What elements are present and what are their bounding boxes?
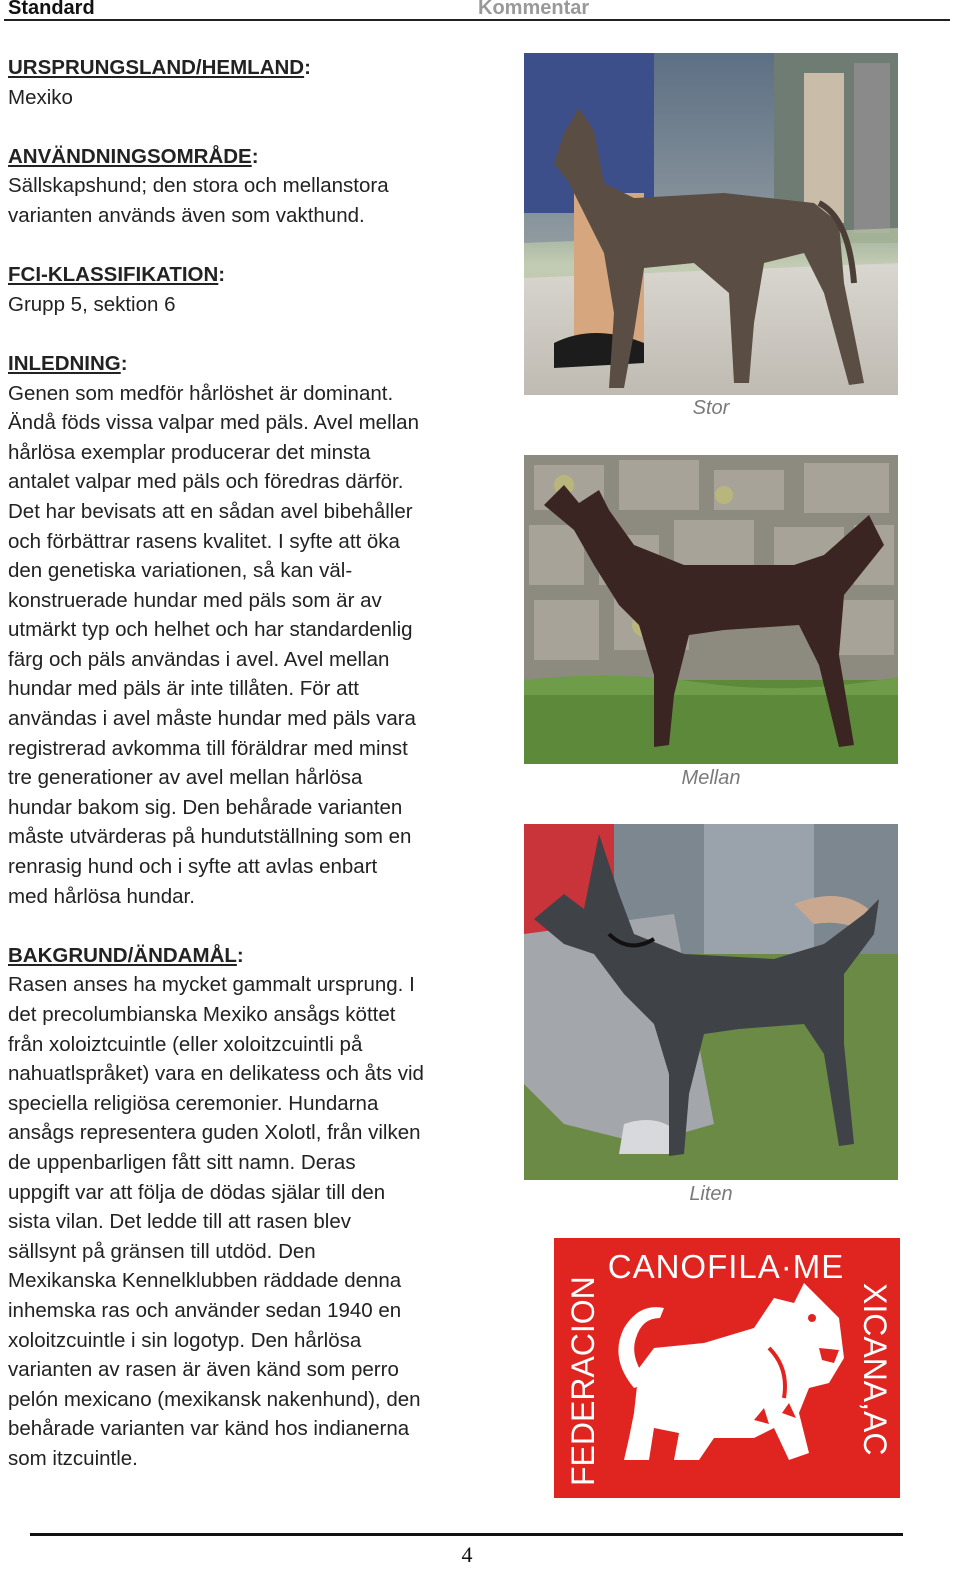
section-text: Grupp 5, sektion 6 xyxy=(8,292,176,316)
svg-text:CANOFILA·ME: CANOFILA·ME xyxy=(607,1248,845,1285)
section-text: Mexiko xyxy=(8,85,73,109)
fcm-logo-image xyxy=(554,1238,900,1498)
section-text: Sällskapshund; den stora och mellanstora varianten används även som vakthund. xyxy=(8,174,389,227)
section-introduction: INLEDNING: Genen som medför hårlöshet är dominant. Ändå föds vissa valpar med päls. Avel mellan hårlösa exemplar producerar det minsta antalet valpar med päls och föredras därför. Det har bevisats att en sådan avel bibehåller och förbättrar rasens kvalitet. I syfte att öka den genetiska variationen, så kan väl- konstruerade hundar med päls som är av utmärkt typ och helhet och har standardenlig färg och päls användas i avel. Avel mellan hundar med päls är inte tillåten. För att användas i avel måste hundar med päls vara registrerad avkomma till föräldrar med minst tre generationer av avel mellan hårlösa hundar bakom sig. Den behårade varianten måste utvärderas på hundutställning som en renrasig hund och i syfte att avlas enbart med hårlösa hundar. xyxy=(8,349,478,911)
section-text: Genen som medför hårlöshet är dominant. Ändå föds vissa valpar med päls. Avel mellan hårlösa exemplar producerar det minsta antalet valpar med päls och föredras därför. Det har bevisats att en sådan avel bibehåller och förbättrar rasens kvalitet. I syfte att öka den genetiska variationen, så kan väl- konstruerade hundar med päls som är av utmärkt typ och helhet och har standardenlig färg och päls användas i avel. Avel mellan hundar med päls är inte tillåten. För att användas i avel måste hundar med päls vara registrerad avkomma till föräldrar med minst tre generationer av avel mellan hårlösa hundar bakom sig. Den behårade varianten måste utvärderas på hundutställning som en renrasig hund och i syfte att avlas enbart med hårlösa hundar. xyxy=(8,381,419,908)
page-header xyxy=(0,0,960,24)
header-kommentar: Kommentar xyxy=(478,0,590,19)
large-dog-image xyxy=(524,53,898,395)
section-heading: ANVÄNDNINGSOMRÅDE xyxy=(8,144,252,168)
section-usage: ANVÄNDNINGSOMRÅDE: Sällskapshund; den stora och mellanstora varianten används även som vakthund. xyxy=(8,142,478,231)
photo-caption-liten: Liten xyxy=(689,1183,733,1205)
section-heading: INLEDNING xyxy=(8,351,121,375)
section-text: Rasen anses ha mycket gammalt ursprung. I det precolumbianska Mexiko ansågs köttet från xoloiztcuintle (eller xoloitzcuintli på nahuatlspråket) vara en delikatess och åts vid speciella religiösa ceremonier. Hundarna ansågs representera guden Xolotl, från vilken de uppenbarligen fått sitt namn. Deras uppgift var att följa de dödas själar till den sista vilan. Det ledde till att rasen blev sällsynt på gränsen till utdöd. Den Mexikanska Kennelklubben räddade denna inhemska ras och använder sedan 1940 en xoloitzcuintle i sin logotyp. Den hårlösa varianten av rasen är även känd som perro pelón mexicano (mexikansk nakenhund), den behårade varianten var känd hos indianerna som itzcuintle. xyxy=(8,973,424,1470)
section-heading: BAKGRUND/ÄNDAMÅL xyxy=(8,943,237,967)
section-origin: URSPRUNGSLAND/HEMLAND: Mexiko xyxy=(8,53,478,112)
photo-small-dog xyxy=(524,824,898,1180)
svg-text:XICANA,AC: XICANA,AC xyxy=(857,1283,893,1456)
header-rule xyxy=(4,19,950,21)
section-heading: URSPRUNGSLAND/HEMLAND xyxy=(8,56,305,79)
photo-caption-stor: Stor xyxy=(692,397,730,419)
photo-medium-dog xyxy=(524,455,898,764)
small-dog-image xyxy=(524,824,898,1180)
svg-text:FEDERACION: FEDERACION xyxy=(565,1276,601,1486)
standard-text-column xyxy=(8,53,478,1503)
footer-rule xyxy=(30,1533,903,1536)
medium-dog-image xyxy=(524,455,898,764)
section-classification: FCI-KLASSIFIKATION: Grupp 5, sektion 6 xyxy=(8,260,478,319)
photo-large-dog xyxy=(524,53,898,395)
section-background: BAKGRUND/ÄNDAMÅL: Rasen anses ha mycket gammalt ursprung. I det precolumbianska Mexiko ansågs köttet från xoloiztcuintle (eller xoloitzcuintli på nahuatlspråket) vara en delikatess och åts vid speciella religiösa ceremonier. Hundarna ansågs representera guden Xolotl, från vilken de uppenbarligen fått sitt namn. Deras uppgift var att följa de dödas själar till den sista vilan. Det ledde till att rasen blev sällsynt på gränsen till utdöd. Den Mexikanska Kennelklubben räddade denna inhemska ras och använder sedan 1940 en xoloitzcuintle i sin logotyp. Den hårlösa varianten av rasen är även känd som perro pelón mexicano (mexikansk nakenhund), den behårade varianten var känd hos indianerna som itzcuintle. xyxy=(8,941,478,1474)
header-standard: Standard xyxy=(8,0,95,19)
section-heading: FCI-KLASSIFIKATION xyxy=(8,263,219,287)
page-number: 4 xyxy=(461,1542,473,1567)
federacion-canofila-mexicana-logo xyxy=(554,1238,900,1498)
photo-caption-mellan: Mellan xyxy=(681,767,741,789)
